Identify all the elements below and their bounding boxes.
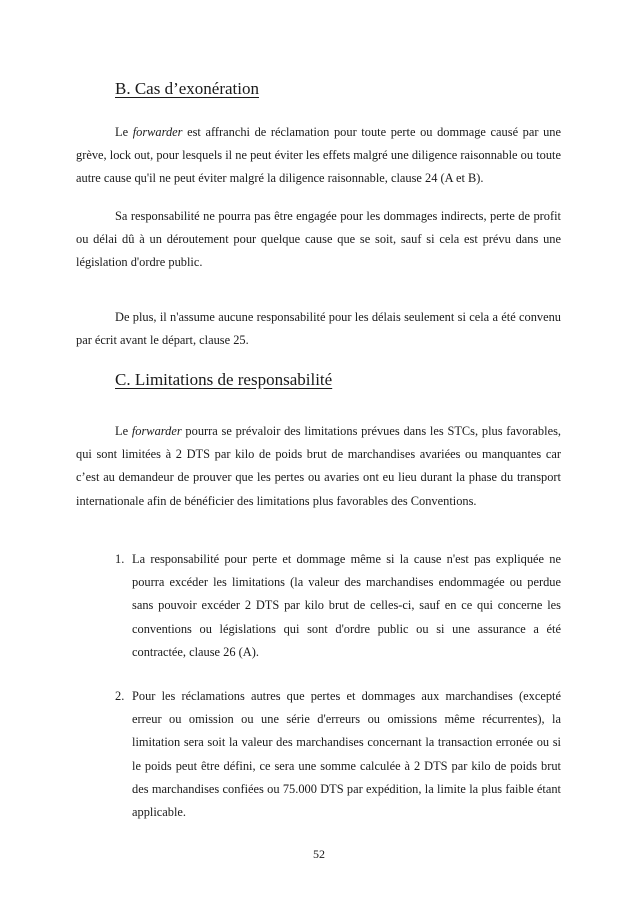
section-b-p1-lead: Le bbox=[115, 125, 133, 139]
section-c-p1-lead: Le bbox=[115, 424, 132, 438]
forwarder-term: forwarder bbox=[132, 125, 183, 139]
list-item-number: 1. bbox=[115, 552, 125, 566]
list-item-number: 2. bbox=[115, 689, 125, 703]
section-b-heading: B. Cas d’exonération bbox=[115, 79, 259, 98]
section-b-p2-text: Sa responsabilité ne pourra pas être engagée pour les dommages indirects, perte de profit ou délai dû à un déroutement pour quelque cause que se soit, sauf si cela est prévu dans une législation d'ordre public. bbox=[76, 209, 561, 270]
section-b-paragraph-3 bbox=[76, 306, 561, 352]
list-item bbox=[115, 685, 561, 824]
section-c-heading: C. Limitations de responsabilité bbox=[115, 370, 333, 389]
section-b-paragraph-1 bbox=[76, 121, 561, 191]
forwarder-term: forwarder bbox=[131, 424, 182, 438]
page-number: 52 bbox=[313, 847, 325, 861]
list-item-text: Pour les réclamations autres que pertes et dommages aux marchandises (excepté erreur ou omission ou une série d'erreurs ou omissions même récurrentes), la limitation sera soit la valeur des marchandises concernant la transaction erronée ou si le poids peut être défini, ce sera une somme calculée à 2 DTS par kilo de poids brut des marchandises confiées ou 75.000 DTS par expédition, la limite la plus faible étant applicable. bbox=[132, 689, 561, 820]
list-item bbox=[115, 548, 561, 664]
list-item-text: La responsabilité pour perte et dommage même si la cause n'est pas expliquée ne pourra excéder les limitations (la valeur des marchandises endommagée ou perdue sans pouvoir excéder 2 DTS par kilo brut de celles-ci, sauf en ce qui concerne les conventions ou législations qui sont d'ordre public ou si une assurance a été contractée, clause 26 (A). bbox=[132, 552, 561, 659]
section-c-p1-rest: pourra se prévaloir des limitations prévues dans les STCs, plus favorables, qui sont limitées à 2 DTS par kilo de poids brut de marchandises avariées ou manquantes car c’est au demandeur de prouver que les pertes ou avaries ont eu lieu durant la phase du transport internationale afin de bénéficier des limitations plus favorables des Conventions. bbox=[76, 424, 561, 508]
section-b-p1-rest: est affranchi de réclamation pour toute perte ou dommage causé par une grève, lock out, pour lesquels il ne peut éviter les effets malgré une diligence raisonnable ou toute autre cause qu'il ne peut éviter malgré la diligence raisonnable, clause 24 (A et B). bbox=[76, 125, 561, 186]
section-b-paragraph-2 bbox=[76, 205, 561, 275]
section-c-paragraph-1 bbox=[76, 420, 561, 513]
section-b-p3-text: De plus, il n'assume aucune responsabilité pour les délais seulement si cela a été convenu par écrit avant le départ, clause 25. bbox=[76, 310, 561, 348]
